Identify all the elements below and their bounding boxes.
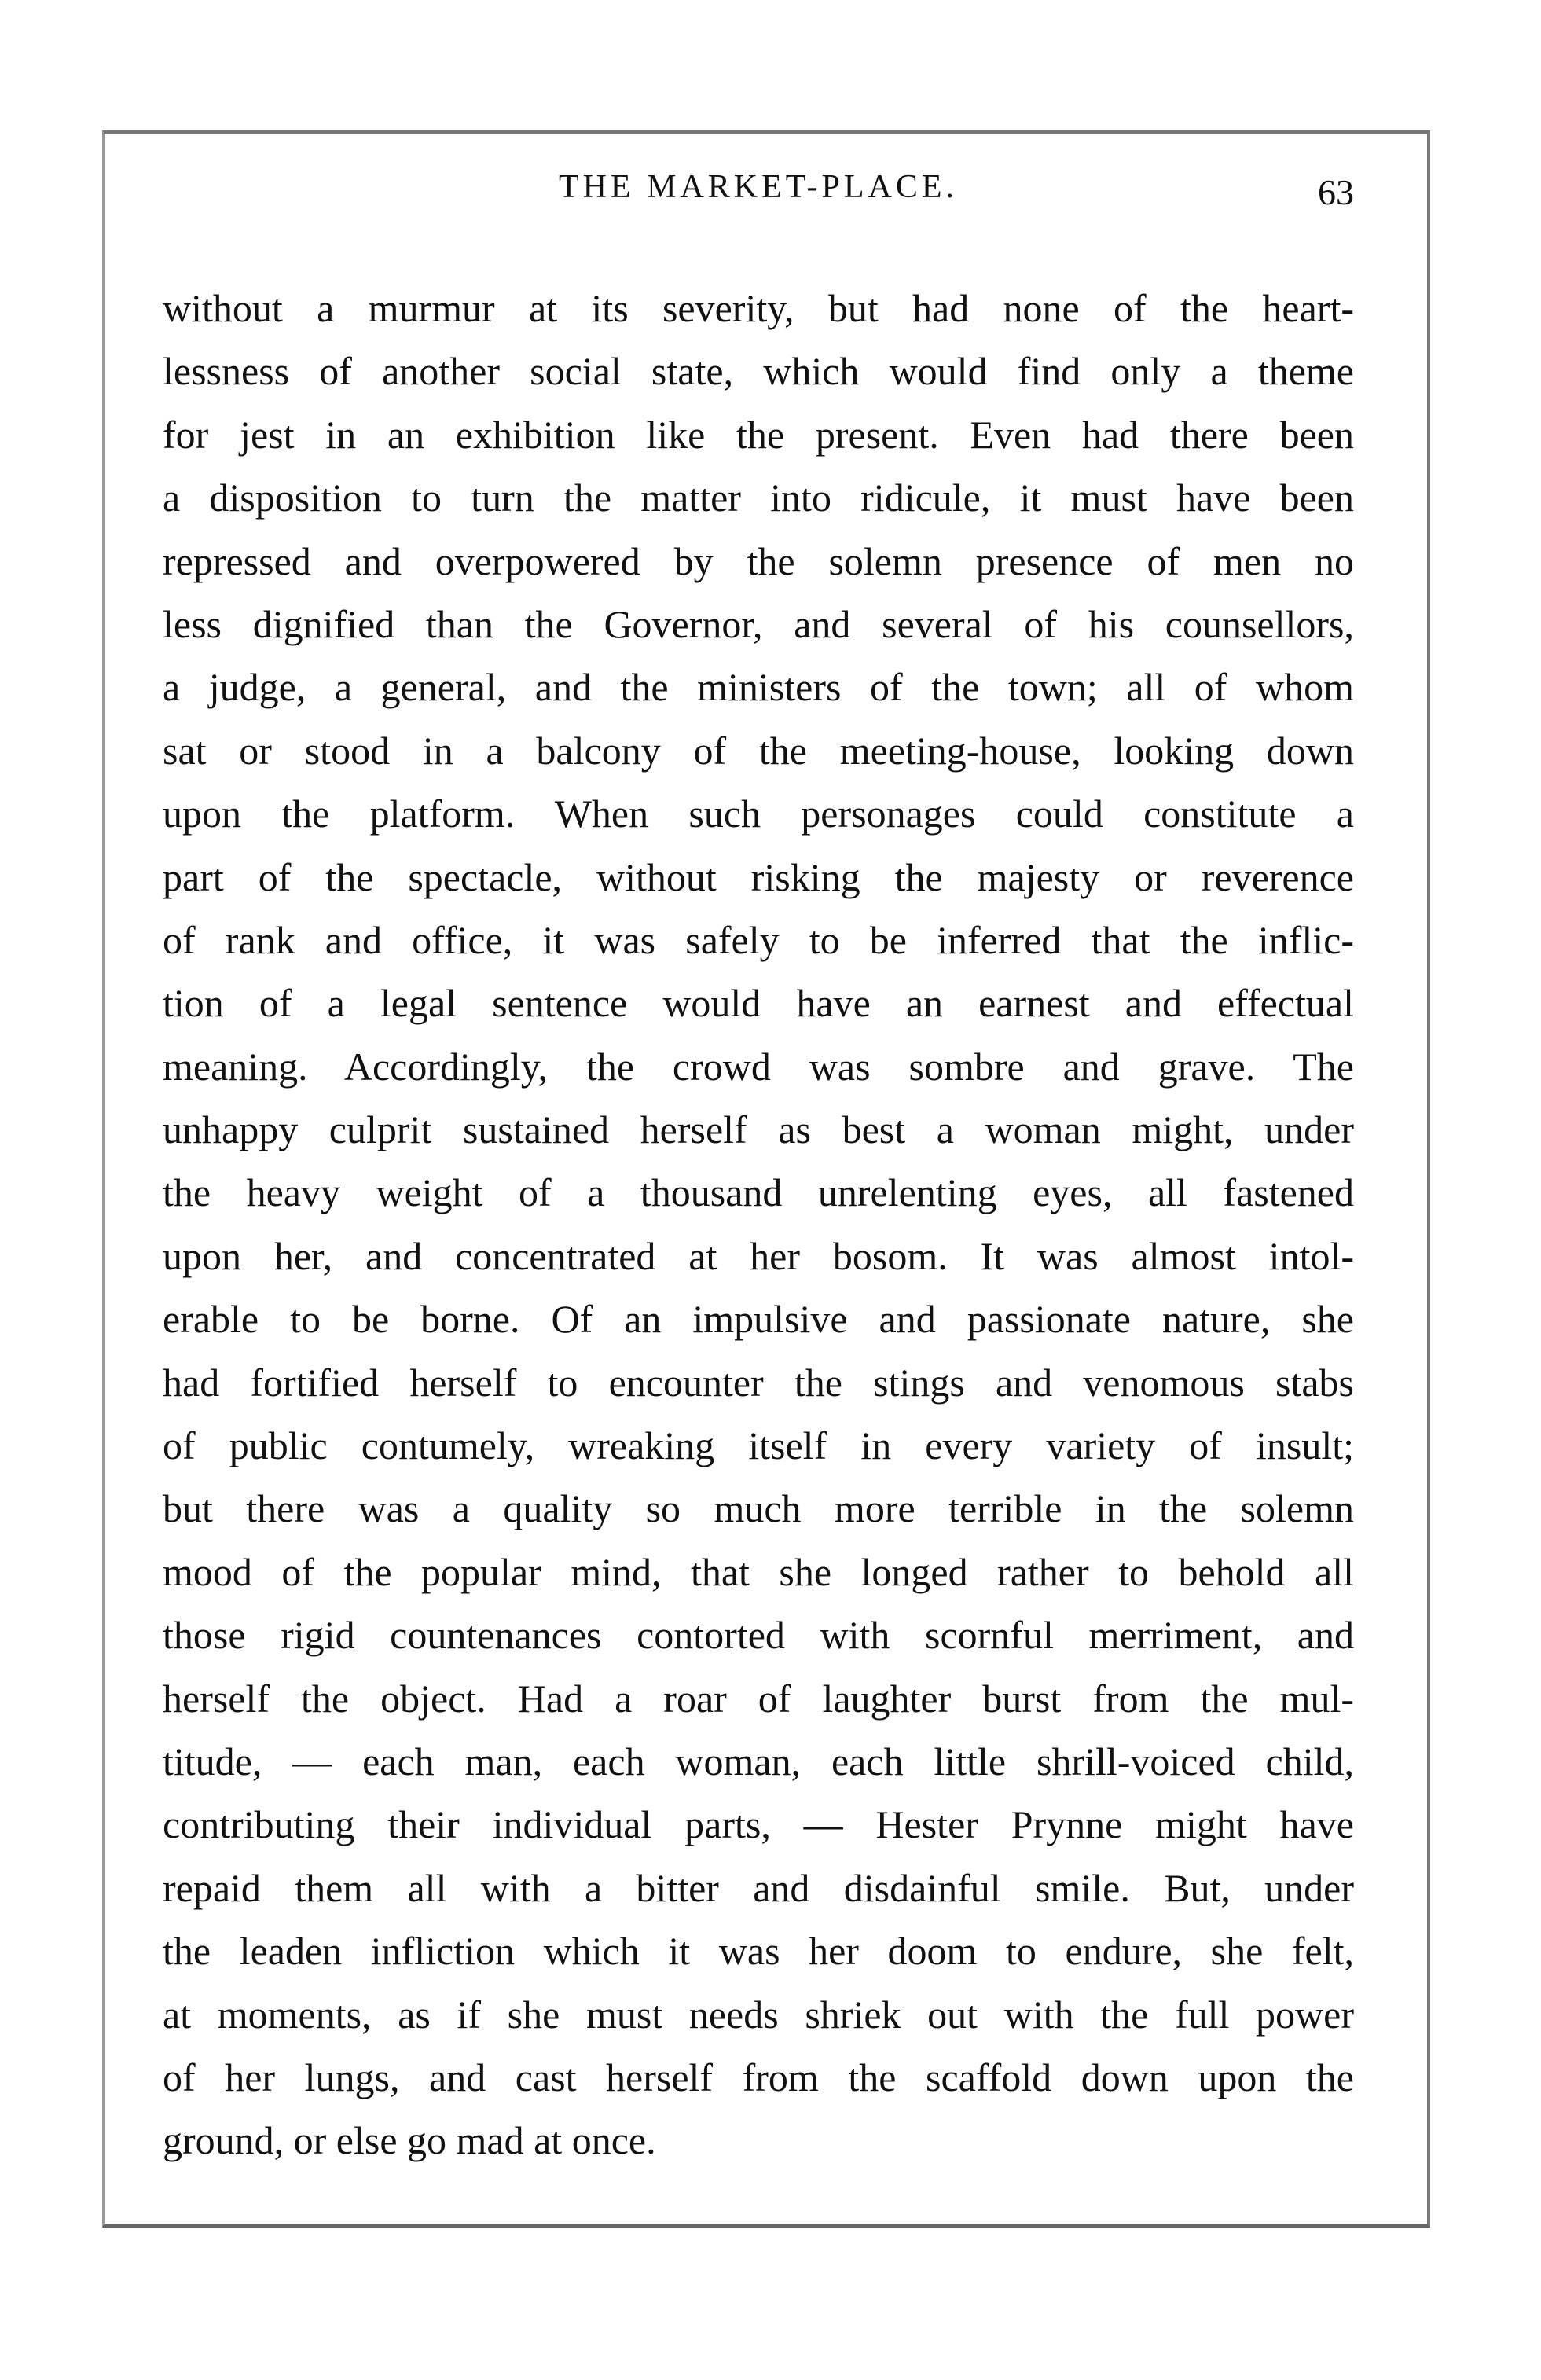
text-line: repressed and overpowered by the solemn presence of men no [163,538,1354,583]
text-line: mood of the popular mind, that she longed rather to behold all [163,1549,1354,1594]
text-line: of rank and office, it was safely to be inferred that the inflic- [163,917,1354,962]
page-number: 63 [1318,172,1354,212]
text-line: part of the spectacle, without risking the majesty or reverence [163,854,1354,899]
text-line: herself the object. Had a roar of laughter burst from the mul- [163,1676,1354,1721]
text-line: ground, or else go mad at once. [163,2118,656,2163]
text-line: contributing their individual parts, — Hester Prynne might have [163,1802,1354,1847]
text-line: those rigid countenances contorted with scornful merriment, and [163,1613,1354,1658]
page-header [163,168,1354,215]
text-line: meaning. Accordingly, the crowd was sombre and grave. The [163,1044,1354,1089]
text-line: sat or stood in a balcony of the meeting-house, looking down [163,728,1354,773]
text-line: of public contumely, wreaking itself in every variety of insult; [163,1423,1354,1468]
text-line: for jest in an exhibition like the present. Even had there been [163,412,1354,457]
text-line: erable to be borne. Of an impulsive and passionate nature, she [163,1297,1354,1342]
text-line: without a murmur at its severity, but had none of the heart- [163,286,1354,330]
text-line: upon the platform. When such personages could constitute a [163,791,1354,836]
text-line: unhappy culprit sustained herself as best a woman might, under [163,1107,1354,1152]
text-line: repaid them all with a bitter and disdainful smile. But, under [163,1865,1354,1910]
text-line: tion of a legal sentence would have an earnest and effectual [163,981,1354,1026]
text-line: but there was a quality so much more terrible in the solemn [163,1486,1354,1531]
text-line: the leaden infliction which it was her doom to endure, she felt, [163,1929,1354,1974]
text-line: upon her, and concentrated at her bosom. It was almost intol- [163,1233,1354,1278]
text-line: the heavy weight of a thousand unrelenting eyes, all fastened [163,1170,1354,1215]
text-line: titude, — each man, each woman, each little shrill-voiced child, [163,1739,1354,1783]
text-line: a disposition to turn the matter into ridicule, it must have been [163,476,1354,520]
body-text [163,277,1354,2172]
running-title: THE MARKET-PLACE. [558,169,959,205]
text-line: lessness of another social state, which would find only a theme [163,349,1354,394]
text-line: had fortified herself to encounter the stings and venomous stabs [163,1360,1354,1405]
text-line: less dignified than the Governor, and several of his counsellors, [163,601,1354,646]
text-line: of her lungs, and cast herself from the scaffold down upon the [163,2055,1354,2099]
text-line: at moments, as if she must needs shriek out with the full power [163,1992,1354,2037]
text-line: a judge, a general, and the ministers of the town; all of whom [163,665,1354,710]
